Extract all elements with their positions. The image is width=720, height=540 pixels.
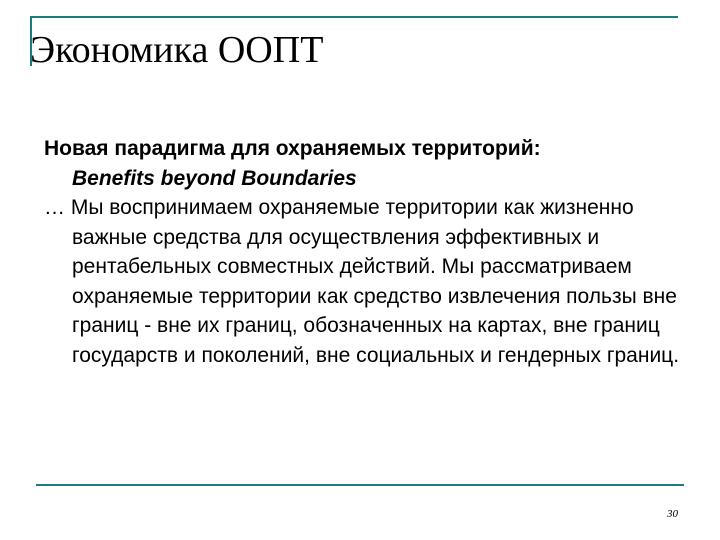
page-number: 30 (667, 508, 678, 520)
heading-text: Новая парадигма для охраняемых территорий: (44, 137, 541, 160)
body-paragraph: … Мы воспринимаем охраняемые территории как жизненно важные средства для осуществления эффективных и рентабельных совместных действий. Мы рассматриваем охраняемые территории как средство извлечения пользы вне границ - вне их границ, обозначенных на картах, вне границ государств и поколений, вне социальных и гендерных границ. (44, 196, 680, 367)
slide-title: Экономика ООПТ (30, 29, 324, 71)
slide-body (44, 134, 684, 370)
bottom-rule-line (36, 484, 684, 486)
subtitle-text: Benefits beyond Boundaries (72, 166, 357, 190)
heading-paragraph (44, 134, 684, 193)
title-frame-top-line (30, 16, 678, 18)
